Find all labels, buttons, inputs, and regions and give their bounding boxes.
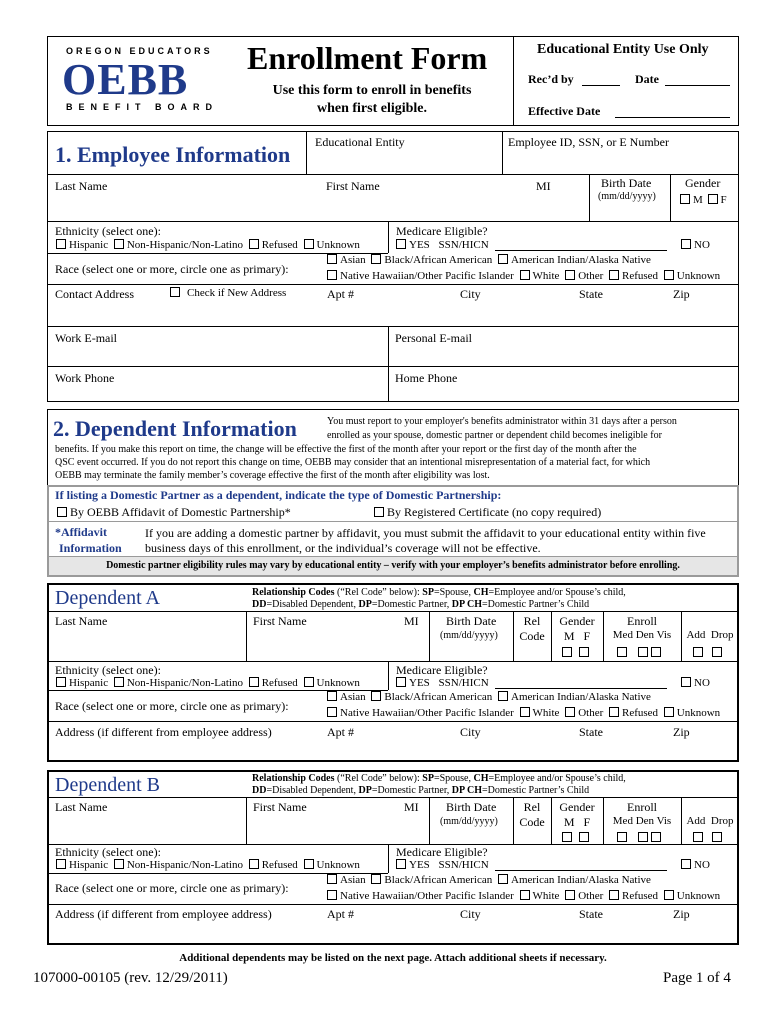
dep-b-med-checkbox[interactable] — [617, 832, 627, 842]
dep-a-race-unknown-checkbox[interactable] — [664, 707, 674, 717]
date-label: Date — [635, 72, 659, 86]
dep-a-medicare-no-checkbox[interactable] — [681, 677, 691, 687]
dep-a-birth-date-format: (mm/dd/yyyy) — [440, 630, 498, 641]
form-number: 107000-00105 (rev. 12/29/2011) — [33, 970, 228, 986]
dep-b-eth-refused-checkbox[interactable] — [249, 859, 259, 869]
dep-b-race-black-checkbox[interactable] — [371, 874, 381, 884]
emp-work-phone-label: Work Phone — [55, 371, 115, 385]
dep-a-eth-refused-checkbox[interactable] — [249, 677, 259, 687]
dep-a-race-native-am-checkbox[interactable] — [498, 691, 508, 701]
recd-by-label: Rec’d by — [528, 72, 574, 86]
emp-medicare-yes: YES SSN/HICN — [396, 239, 489, 251]
dependent-a-rel-codes-2: DD=Disabled Dependent, DP=Domestic Partner, DP CH=Domestic Partner’s Child — [252, 599, 590, 610]
emp-medicare-no-checkbox[interactable] — [681, 239, 691, 249]
notice-line-3: benefits. If you make this report on time, the change will be effective the first of the month after your report or the first day of the month after the — [55, 444, 637, 455]
dep-b-first-name-label: First Name — [253, 800, 307, 814]
dep-b-vis-checkbox[interactable] — [651, 832, 661, 842]
emp-race-hawaiian-checkbox[interactable] — [327, 270, 337, 280]
dep-b-race-native-am-checkbox[interactable] — [498, 874, 508, 884]
dependent-a-rel-codes-1: Relationship Codes (“Rel Code” below): SP=Spouse, CH=Employee and/or Spouse’s child, — [252, 587, 626, 598]
dependent-b-title: Dependent B — [55, 774, 160, 796]
dep-b-medicare-no-checkbox[interactable] — [681, 859, 691, 869]
dep-a-race-refused-checkbox[interactable] — [609, 707, 619, 717]
emp-gender-f-checkbox[interactable] — [708, 194, 718, 204]
dep-b-eth-hispanic-checkbox[interactable] — [56, 859, 66, 869]
emp-race-row2: Native Hawaiian/Other Pacific Islander White Other Refused Unknown — [327, 270, 720, 282]
dep-a-rel-label: Rel — [523, 614, 541, 628]
additional-dependents-note: Additional dependents may be listed on the next page. Attach additional sheets if necessary. — [179, 952, 607, 964]
emp-race-native-am-checkbox[interactable] — [498, 254, 508, 264]
emp-work-email-label: Work E-mail — [55, 331, 118, 345]
dep-a-eth-nonhispanic-checkbox[interactable] — [114, 677, 124, 687]
emp-medicare-label: Medicare Eligible? — [396, 224, 488, 238]
emp-race-white-checkbox[interactable] — [520, 270, 530, 280]
dep-a-race-row1: Asian Black/African American American Indian/Alaska Native — [327, 691, 651, 703]
dep-a-city-label: City — [460, 725, 481, 739]
dep-a-medicare-no: NO — [681, 677, 710, 689]
dep-a-medicare-yes-checkbox[interactable] — [396, 677, 406, 687]
affidavit-label-1: *Affidavit — [55, 525, 107, 539]
dep-b-enroll-checkboxes — [617, 830, 664, 845]
dep-b-med-den-vis-label: Med Den Vis — [612, 815, 672, 827]
dependent-section-title: 2. Dependent Information — [53, 416, 297, 441]
dep-a-add-checkbox[interactable] — [693, 647, 703, 657]
dp-heading: If listing a Domestic Partner as a dependent, indicate the type of Domestic Partnership: — [55, 488, 502, 502]
affidavit-text-2: business days of this enrollment, or the individual’s coverage will not be effective. — [145, 541, 541, 555]
dep-b-race-other-checkbox[interactable] — [565, 890, 575, 900]
dep-a-ethnicity-options: Hispanic Non-Hispanic/Non-Latino Refused Unknown — [56, 677, 360, 689]
dep-b-medicare-yes-checkbox[interactable] — [396, 859, 406, 869]
emp-new-address-checkbox[interactable] — [170, 287, 180, 297]
dep-b-gender-m-checkbox[interactable] — [562, 832, 572, 842]
dep-a-add-drop-label: Add Drop — [686, 629, 734, 641]
dp-certificate-option: By Registered Certificate (no copy required) — [374, 505, 601, 520]
emp-city-label: City — [460, 287, 481, 301]
dp-affidavit-option: By OEBB Affidavit of Domestic Partnership* — [57, 505, 291, 520]
oebb-logo — [60, 46, 220, 118]
dep-a-medicare-label: Medicare Eligible? — [396, 663, 488, 677]
emp-birth-date-label: Birth Date — [601, 176, 652, 190]
dep-b-race-row1: Asian Black/African American American Indian/Alaska Native — [327, 874, 651, 886]
dep-b-rel-label: Rel — [523, 800, 541, 814]
emp-medicare-yes-checkbox[interactable] — [396, 239, 406, 249]
dep-a-mi-label: MI — [404, 614, 419, 628]
emp-last-name-label: Last Name — [55, 179, 108, 193]
dep-b-medicare-yes: YES SSN/HICN — [396, 859, 489, 871]
dep-a-apt-label: Apt # — [327, 725, 354, 739]
form-subtitle-1: Use this form to enroll in benefits — [272, 83, 472, 98]
emp-eth-hispanic-checkbox[interactable] — [56, 239, 66, 249]
emp-race-refused-checkbox[interactable] — [609, 270, 619, 280]
entity-use-title: Educational Entity Use Only — [537, 42, 709, 57]
emp-race-other-checkbox[interactable] — [565, 270, 575, 280]
dp-certificate-checkbox[interactable] — [374, 507, 384, 517]
dep-a-enroll-checkboxes — [617, 645, 664, 660]
dep-a-gender-label: Gender — [559, 614, 595, 628]
dep-b-gender-label: Gender — [559, 800, 595, 814]
notice-line-5: OEBB may terminate the family member’s coverage effective the first of the month after eligibility was lost. — [55, 470, 490, 481]
dp-affidavit-checkbox[interactable] — [57, 507, 67, 517]
dep-a-drop-checkbox[interactable] — [712, 647, 722, 657]
emp-new-address: Check if New Address — [170, 287, 286, 299]
dep-b-race-label: Race (select one or more, circle one as primary): — [55, 881, 289, 895]
dep-a-eth-unknown-checkbox[interactable] — [304, 677, 314, 687]
dep-b-den-checkbox[interactable] — [638, 832, 648, 842]
dep-a-race-white-checkbox[interactable] — [520, 707, 530, 717]
page-number: Page 1 of 4 — [663, 970, 731, 986]
dep-a-first-name-label: First Name — [253, 614, 307, 628]
notice-line-2: enrolled as your spouse, domestic partner or dependent child becomes ineligible for — [327, 430, 662, 441]
dep-b-ethnicity-label: Ethnicity (select one): — [55, 845, 161, 859]
dependent-b-rel-codes-1: Relationship Codes (“Rel Code” below): SP=Spouse, CH=Employee and/or Spouse’s child, — [252, 773, 626, 784]
emp-race-asian-checkbox[interactable] — [327, 254, 337, 264]
dep-b-city-label: City — [460, 907, 481, 921]
dep-b-race-hawaiian-checkbox[interactable] — [327, 890, 337, 900]
effective-date-label: Effective Date — [528, 104, 601, 118]
dep-b-code-label: Code — [519, 815, 545, 829]
emp-state-label: State — [579, 287, 603, 301]
emp-race-row1: Asian Black/African American American Indian/Alaska Native — [327, 254, 651, 266]
educational-entity-label: Educational Entity — [315, 135, 405, 149]
emp-race-label: Race (select one or more, circle one as primary): — [55, 262, 289, 276]
dep-b-race-white-checkbox[interactable] — [520, 890, 530, 900]
dep-b-birth-date-label: Birth Date — [446, 800, 497, 814]
dep-b-race-unknown-checkbox[interactable] — [664, 890, 674, 900]
emp-mi-label: MI — [536, 179, 551, 193]
notice-line-4: QSC event occurred. If you do not report this change on time, OEBB may consider that an intentional misrepresentation of a material fact, for which — [55, 457, 651, 468]
affidavit-text-1: If you are adding a domestic partner by affidavit, you must submit the affidavit to your educational entity within five — [145, 526, 706, 540]
dep-b-add-checkbox[interactable] — [693, 832, 703, 842]
emp-home-phone-label: Home Phone — [395, 371, 458, 385]
logo-bottom-text: BENEFIT BOARD — [66, 102, 218, 112]
affidavit-label-2: Information — [59, 541, 122, 555]
emp-first-name-label: First Name — [326, 179, 380, 193]
dep-b-medicare-no: NO — [681, 859, 710, 871]
dep-a-address-label: Address (if different from employee address) — [55, 725, 272, 739]
dep-b-race-asian-checkbox[interactable] — [327, 874, 337, 884]
dep-a-last-name-label: Last Name — [55, 614, 108, 628]
dep-a-birth-date-label: Birth Date — [446, 614, 497, 628]
dep-a-gender-f-checkbox[interactable] — [579, 647, 589, 657]
emp-ethnicity-label: Ethnicity (select one): — [55, 224, 161, 238]
dep-a-race-asian-checkbox[interactable] — [327, 691, 337, 701]
emp-gender-m-checkbox[interactable] — [680, 194, 690, 204]
dep-a-vis-checkbox[interactable] — [651, 647, 661, 657]
emp-race-black-checkbox[interactable] — [371, 254, 381, 264]
dep-a-race-black-checkbox[interactable] — [371, 691, 381, 701]
dep-a-race-other-checkbox[interactable] — [565, 707, 575, 717]
emp-ethnicity-options: Hispanic Non-Hispanic/Non-Latino Refused Unknown — [56, 239, 360, 251]
dep-b-zip-label: Zip — [673, 907, 690, 921]
dep-a-code-label: Code — [519, 629, 545, 643]
dep-b-eth-nonhispanic-checkbox[interactable] — [114, 859, 124, 869]
dep-b-mi-label: MI — [404, 800, 419, 814]
dep-a-med-checkbox[interactable] — [617, 647, 627, 657]
dep-a-zip-label: Zip — [673, 725, 690, 739]
dep-b-gender-f-checkbox[interactable] — [579, 832, 589, 842]
emp-gender-label: Gender — [685, 176, 721, 190]
dep-b-birth-date-format: (mm/dd/yyyy) — [440, 816, 498, 827]
form-subtitle-2: when first eligible. — [316, 101, 428, 116]
dep-b-ethnicity-options: Hispanic Non-Hispanic/Non-Latino Refused Unknown — [56, 859, 360, 871]
dep-b-add-drop-checkboxes — [693, 830, 725, 845]
dependent-a-title: Dependent A — [55, 587, 160, 609]
dep-a-race-hawaiian-checkbox[interactable] — [327, 707, 337, 717]
emp-birth-date-format: (mm/dd/yyyy) — [598, 191, 656, 202]
emp-eth-refused-checkbox[interactable] — [249, 239, 259, 249]
dep-b-apt-label: Apt # — [327, 907, 354, 921]
dep-b-drop-checkbox[interactable] — [712, 832, 722, 842]
dependent-b-rel-codes-2: DD=Disabled Dependent, DP=Domestic Partner, DP CH=Domestic Partner’s Child — [252, 785, 590, 796]
form-title: Enrollment Form — [247, 40, 488, 76]
emp-apt-label: Apt # — [327, 287, 354, 301]
emp-gender-options: M F — [680, 194, 727, 206]
dep-b-eth-unknown-checkbox[interactable] — [304, 859, 314, 869]
dep-a-den-checkbox[interactable] — [638, 647, 648, 657]
dep-a-enroll-label: Enroll — [627, 614, 657, 628]
dp-rules-banner: Domestic partner eligibility rules may vary by educational entity – verify with your employer’s benefits administrator before enrolling. — [106, 560, 680, 571]
dep-a-gender-mf: M F — [563, 629, 591, 643]
dep-b-last-name-label: Last Name — [55, 800, 108, 814]
dep-a-state-label: State — [579, 725, 603, 739]
dep-a-gender-m-checkbox[interactable] — [562, 647, 572, 657]
emp-race-unknown-checkbox[interactable] — [664, 270, 674, 280]
dep-b-address-label: Address (if different from employee address) — [55, 907, 272, 921]
dep-a-add-drop-checkboxes — [693, 645, 725, 660]
dep-b-gender-mf: M F — [563, 815, 591, 829]
dep-b-medicare-label: Medicare Eligible? — [396, 845, 488, 859]
dep-b-gender-checkboxes — [562, 830, 592, 845]
dep-a-med-den-vis-label: Med Den Vis — [612, 629, 672, 641]
dep-a-eth-hispanic-checkbox[interactable] — [56, 677, 66, 687]
dep-b-enroll-label: Enroll — [627, 800, 657, 814]
dep-a-race-row2: Native Hawaiian/Other Pacific Islander White Other Refused Unknown — [327, 707, 720, 719]
logo-main-text: OEBB — [62, 55, 189, 104]
dep-a-gender-checkboxes — [562, 645, 592, 660]
employee-section-title: 1. Employee Information — [55, 142, 291, 167]
employee-id-label: Employee ID, SSN, or E Number — [508, 135, 669, 149]
dep-b-race-refused-checkbox[interactable] — [609, 890, 619, 900]
emp-personal-email-label: Personal E-mail — [395, 331, 472, 345]
dep-b-state-label: State — [579, 907, 603, 921]
emp-medicare-no: NO — [681, 239, 710, 251]
notice-line-1: You must report to your employer's benefits administrator within 31 days after a person — [327, 416, 677, 427]
dep-a-medicare-yes: YES SSN/HICN — [396, 677, 489, 689]
logo-top-text: OREGON EDUCATORS — [66, 46, 213, 56]
emp-eth-unknown-checkbox[interactable] — [304, 239, 314, 249]
dep-a-race-label: Race (select one or more, circle one as primary): — [55, 699, 289, 713]
dep-b-race-row2: Native Hawaiian/Other Pacific Islander White Other Refused Unknown — [327, 890, 720, 902]
emp-contact-address-label: Contact Address — [55, 287, 134, 301]
emp-eth-nonhispanic-checkbox[interactable] — [114, 239, 124, 249]
emp-zip-label: Zip — [673, 287, 690, 301]
dep-a-ethnicity-label: Ethnicity (select one): — [55, 663, 161, 677]
dep-b-add-drop-label: Add Drop — [686, 815, 734, 827]
